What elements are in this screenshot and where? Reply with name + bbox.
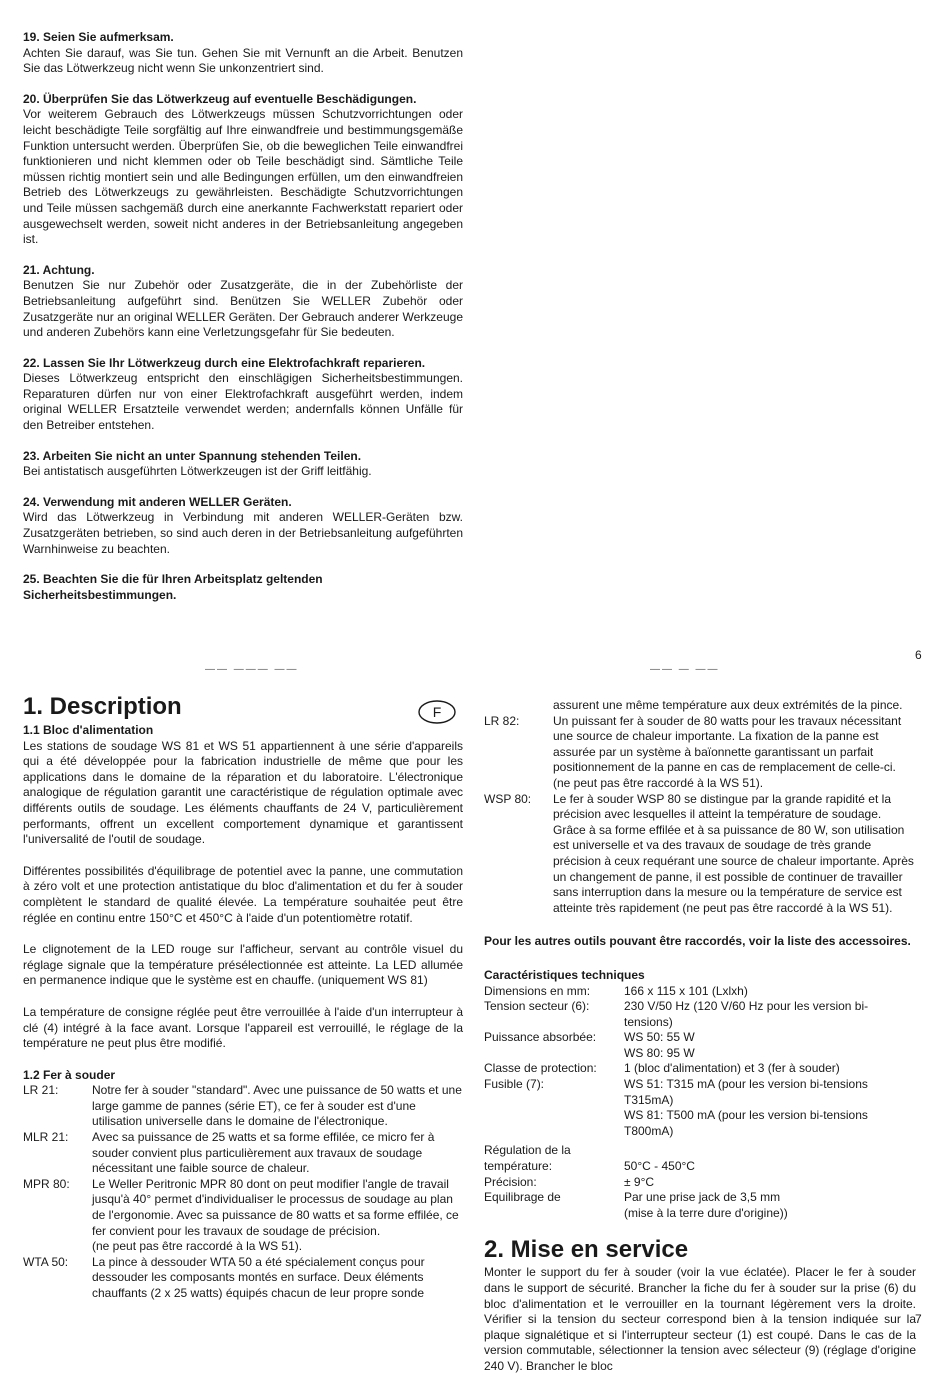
section-title: 24. Verwendung mit anderen WELLER Geräten. [23,494,292,509]
section-title: 21. Achtung. [23,262,95,277]
specs-title: Caractéristiques techniques [484,967,645,982]
spec-value: 1 (bloc d'alimentation) et 3 (fer à souder) [624,1061,840,1076]
subheading-power-supply: 1.1 Bloc d'alimentation [23,723,154,737]
accessories-note: Pour les autres outils pouvant être raccordés, voir la liste des accessoires. [484,934,911,949]
section-body: Vor weiterem Gebrauch des Lötwerkzeugs müssen Schutzvorrichtungen oder leicht beschädigte Teile sorgfältig auf Ihre einwandfreie und bestimmungsgemäße Funktion untersucht werden. Überprüfen Sie, ob die beweglichen Teile einwandfrei funktionieren und nicht klemmen oder ob Teile beschädigt sind. Sämtliche Teile müssen richtig montiert sein und alle Bedingungen erfüllen, um den einwandfreien Betrieb des Lötwerkzeugs zu gewährleisten. Beschädigte Schutzvorrichtungen und Teile müssen sachgemäß durch eine anerkannte Fachwerkstatt repariert oder ausgewechselt werden, soweit nicht anderes in der Betriebsanleitung angegeben ist. [23,107,463,247]
spec-label: Classe de protection: [484,1061,597,1076]
page-number-upper: 6 [915,648,922,662]
section-24 [23,495,463,557]
language-f-logo [417,699,457,725]
section-19 [23,30,463,77]
section-21 [23,263,463,341]
tool-name: LR 82: [484,713,520,728]
subheading-soldering-iron: 1.2 Fer à souder [23,1067,116,1082]
page-number-lower: 7 [915,1312,922,1326]
spec-label: Dimensions en mm: [484,983,591,998]
divider-right: —— — —— [650,664,720,675]
section-20 [23,92,463,248]
spec-row [484,999,916,1030]
tool-name: LR 21: [23,1083,59,1098]
section-title: 19. Seien Sie aufmerksam. [23,30,174,44]
tool-name: WSP 80: [484,791,532,806]
section-title: 23. Arbeiten Sie nicht an unter Spannung stehenden Teilen. [23,448,362,463]
section-25 [23,572,463,603]
spec-value: WS 50: 55 W WS 80: 95 W [624,1030,695,1060]
technical-specs [484,968,916,1222]
spec-row [484,1061,916,1077]
commissioning-paragraph: Monter le support du fer à souder (voir la vue éclatée). Placer le fer à souder dans le support de sécurité. Brancher la fiche du fer à souder sur la prise (6) du bloc d'alimentation et le verrouiller en la tournant légèrement vers la droite. Vérifier si la tension du secteur correspond bien à la tension indiquée sur la plaque signalétique et si l'interrupteur secteur (1) est coupé. Dans le cas de la version commutable, sélectionner la tension avec sélecteur (9) (réglage d'origine 240 V). Brancher le bloc [484,1265,916,1373]
tool-name: WTA 50: [23,1254,69,1269]
spec-label: Tension secteur (6): [484,999,590,1014]
spec-row [484,1077,916,1139]
spec-value: Par une prise jack de 3,5 mm (mise à la terre dure d'origine)) [624,1190,788,1220]
section-22 [23,356,463,434]
section-title: 22. Lassen Sie Ihr Lötwerkzeug durch eine Elektrofachkraft reparieren. [23,355,426,370]
paragraph: La température de consigne réglée peut être verrouillée à l'aide d'un interrupteur à clé (4) intégré à la face avant. Lorsque l'appareil est verrouillé, le réglage de la température ne peut plus être modifié. [23,1004,463,1051]
logo-letter: F [432,704,442,720]
tool-description: Un puissant fer à souder de 80 watts pour les travaux nécessitant une source de chaleur importante. La fixation de la panne est assurée par un système à baïonnette garantissant un parfait positionnement de la panne en cas de remplacement de celle-ci. (ne peut pas être raccordé à la WS 51). [553,713,902,790]
description-column [23,693,463,1302]
description-right-column [484,698,916,1375]
spec-row [484,1175,916,1191]
paragraph: Différentes possibilités d'équilibrage de potentiel avec la panne, une commutation à zéro volt et une protection antistatique du bloc d'alimentation et du fer à souder complètent le standard de qualité élevée. La température souhaitée peut être réglée en continu entre 150°C et 450°C à l'aide d'un potentiomètre rotatif. [23,863,463,925]
spec-label: Fusible (7): [484,1077,545,1092]
paragraph: Les stations de soudage WS 81 et WS 51 appartiennent à une série d'appareils qui a été développée pour la fabrication industrielle de même que pour les applications dans le domaine de la réparation et du laboratoire. L'électronique analogique de régulation garantit une caractéristique de régulation optimale avec différents outils de soudage. Les éléments chauffants de 24 V, particulièrement performants, offrent un excellent comportement dynamique et garantissent l'universalité de l'outil de soudage. [23,738,463,847]
spec-value: 166 x 115 x 101 (Lxlxh) [624,983,748,998]
tool-description: Avec sa puissance de 25 watts et sa forme effilée, ce micro fer à souder convient plus particulièrement aux travaux de soudage nécessitant une faible source de chaleur. [92,1130,435,1176]
tool-name-empty [484,698,553,714]
section-body: Achten Sie darauf, was Sie tun. Gehen Sie mit Vernunft an die Arbeit. Benutzen Sie das Lötwerkzeug nicht wenn Sie unkonzentriert sind. [23,45,463,76]
section-body: Dieses Lötwerkzeug entspricht den einschlägigen Sicherheitsbestimmungen. Reparaturen dürfen nur von einer Elektrofachkraft ausgeführt werden, indem original WELLER Ersatzteile verwendet werden; andernfalls können Unfälle für den Betreiber entstehen. [23,371,463,433]
tool-description: Le fer à souder WSP 80 se distingue par la grande rapidité et la précision avec lesquelles il atteint la température de soudage. Grâce à sa forme effilée et à sa puissance de 80 W, son utilisation est universelle et va des travaux de soudage de très grande précision à ceux requérant une source de chaleur importante. Après un changement de panne, il est possible de continuer de travailler sans interruption dans la mesure ou la température de service est atteinte très rapidement (ne peut pas être raccordé à la WS 51). [553,791,914,915]
section-body: Wird das Lötwerkzeug in Verbindung mit anderen WELLER-Geräten bzw. Zusatzgeräten betrieben, so sind auch deren in der Betriebsanleitung aufgeführten Warnhinweise zu beachten. [23,510,463,556]
spec-value: ± 9°C [624,1174,655,1189]
spec-value: 50°C - 450°C [624,1159,695,1174]
tool-list-continued [484,698,916,916]
spec-value: 230 V/50 Hz (120 V/60 Hz pour les version bi-tensions) [624,999,869,1029]
page-title: 1. Description [23,693,182,720]
tool-description-continued: assurent une même température aux deux extrémités de la pince. [553,698,903,712]
spec-label: Equilibrage de [484,1190,561,1205]
tool-description: Notre fer à souder "standard". Avec une puissance de 50 watts et une large gamme de pannes (série ET), ce fer à souder est d'une utilisation universelle dans le domaine de l'électronique. [92,1083,462,1129]
tool-description: Le Weller Peritronic MPR 80 dont on peut modifier l'angle de travail jusqu'à 40° permet d'individualiser le processus de soudage au plan de l'ergonomie. Avec sa puissance de 80 watts et sa forme effilée, ce fer convient pour les travaux de soudage de précision. (ne peut pas être raccordé à la WS 51). [92,1176,459,1254]
paragraph: Le clignotement de la LED rouge sur l'afficheur, servant au contrôle visuel du réglage signale que la température présélectionnée est atteinte. La LED allumée en permanence indique que le système est en chauffe. (uniquement WS 81) [23,942,463,988]
section-body: Bei antistatisch ausgeführten Lötwerkzeugen ist der Griff leitfähig. [23,464,372,479]
section-heading-commissioning: 2. Mise en service [484,1236,689,1264]
tool-name: MLR 21: [23,1130,69,1145]
section-title: 25. Beachten Sie die für Ihren Arbeitsplatz geltenden Sicherheitsbestimmungen. [23,572,323,602]
spec-row [484,1143,916,1174]
spec-row [484,1190,916,1221]
german-safety-section [23,30,463,618]
spec-label: Précision: [484,1174,537,1189]
spec-row [484,1030,916,1061]
tool-name: MPR 80: [23,1176,70,1191]
section-23 [23,449,463,480]
section-body: Benutzen Sie nur Zubehör oder Zusatzgeräte, die in der Zubehörliste der Betriebsanleitung aufgeführt sind. Benützen Sie WELLER Zubehör oder Zusatzgeräte nur an original WELLER Geräten. Der Gebrauch anderer Werkzeuge und anderen Zubehörs kann eine Verletzungsgefahr für Sie bedeuten. [23,278,463,340]
tool-list [23,1083,463,1301]
section-title: 20. Überprüfen Sie das Lötwerkzeug auf eventuelle Beschädigungen. [23,91,417,106]
spec-row [484,984,916,1000]
spec-value: WS 51: T315 mA (pour les version bi-tensions T315mA) WS 81: T500 mA (pour les version bi-tensions T800mA) [624,1077,868,1138]
divider-left: —— ——— —— [205,664,299,675]
spec-label: Régulation de la température: [484,1143,571,1174]
spec-label: Puissance absorbée: [484,1030,597,1045]
tool-description: La pince à dessouder WTA 50 a été spécialement conçus pour dessouder les composants montés en surface. Deux éléments chauffants (2 x 25 watts) équipés chacun de leur propre sonde [92,1254,425,1300]
